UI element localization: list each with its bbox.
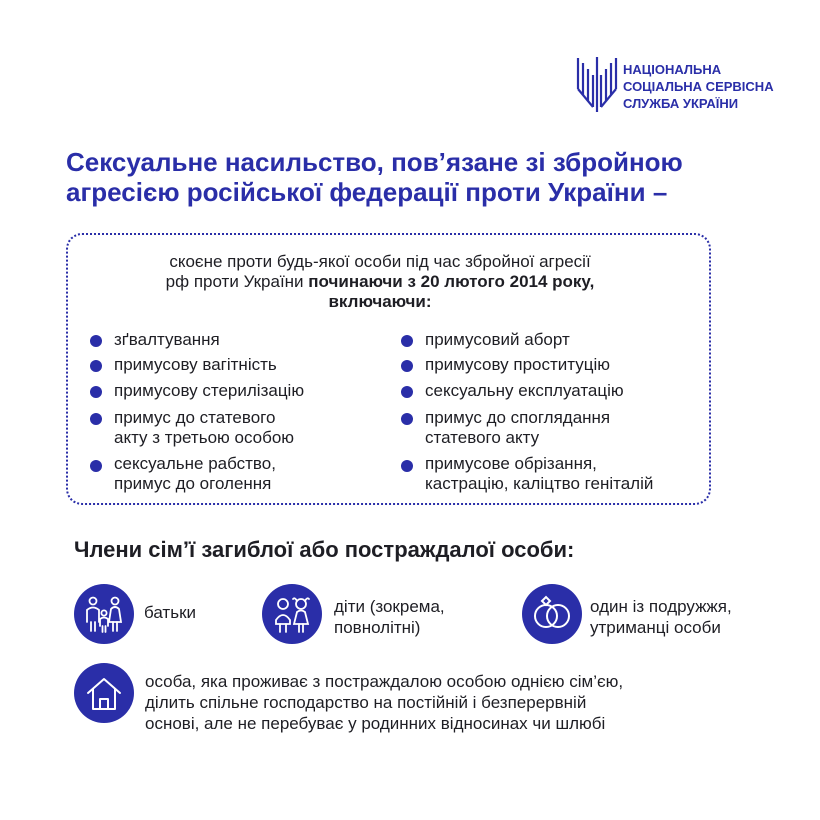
item-text: примусовий аборт: [425, 330, 570, 349]
item-text: зґвалтування: [114, 330, 220, 349]
item-text: примусову вагітність: [114, 355, 277, 374]
bullet-icon: [401, 386, 413, 398]
item-text: кастрацію, каліцтво геніталій: [425, 474, 654, 493]
cohabitant-text: [145, 671, 623, 734]
bullet-icon: [90, 360, 102, 372]
definition-line-2: [90, 272, 670, 292]
children-line-1: діти (зокрема,: [334, 597, 445, 616]
bullet-icon: [401, 360, 413, 372]
definition-date: починаючи з 20 лютого 2014 року,: [308, 272, 595, 291]
logo: [575, 55, 795, 115]
cohabitant-line-2: ділить спільне господарство на постійній і безперервній: [145, 693, 587, 712]
bullet-icon: [401, 460, 413, 472]
rings-icon: [522, 584, 582, 644]
title-line-2: агресією російської федерації проти України –: [66, 177, 668, 207]
spouse-line-2: утриманці особи: [590, 618, 721, 637]
bullet-icon: [90, 335, 102, 347]
family-title: Члени сім’ї загиблої або постраждалої особи:: [74, 537, 575, 562]
spouse-line-1: один із подружжя,: [590, 597, 732, 616]
parents-text: [144, 602, 196, 623]
bullet-icon: [90, 386, 102, 398]
logo-line-3: СЛУЖБА УКРАЇНИ: [623, 96, 739, 111]
item-text: сексуальне рабство,: [114, 454, 276, 473]
item-text: сексуальну експлуатацію: [425, 381, 624, 400]
logo-line-2: СОЦІАЛЬНА СЕРВІСНА: [623, 79, 774, 94]
item-text: примус до оголення: [114, 474, 272, 493]
spouse-text: [590, 596, 732, 638]
children-line-2: повнолітні): [334, 618, 421, 637]
trident-icon: [575, 55, 619, 115]
item-text: примус до статевого: [114, 408, 276, 427]
item-text: примус до споглядання: [425, 408, 611, 427]
bullet-icon: [401, 413, 413, 425]
definition-line-1: скоєне проти будь-якої особи під час збройної агресії: [169, 252, 591, 271]
bullet-icon: [90, 413, 102, 425]
cohabitant-line-3: основі, але не перебуває у родинних відносинах чи шлюбі: [145, 714, 606, 733]
parents-label: батьки: [144, 603, 197, 622]
cohabitant-line-1: особа, яка проживає з постраждалою особою однією сім’єю,: [145, 672, 624, 691]
children-text: [334, 596, 445, 638]
definition-line-3: [90, 292, 670, 312]
page-title: [66, 147, 766, 207]
definition-including: включаючи:: [328, 292, 432, 311]
item-text: статевого акту: [425, 428, 540, 447]
definition-text: [90, 252, 670, 312]
bullet-icon: [401, 335, 413, 347]
family-icon: [74, 584, 134, 644]
item-text: примусове обрізання,: [425, 454, 597, 473]
logo-text: [623, 61, 774, 112]
item-text: примусову стерилізацію: [114, 381, 305, 400]
item-text: примусову проституцію: [425, 355, 611, 374]
title-line-1: Сексуальне насильство, пов’язане зі збройною: [66, 147, 683, 177]
logo-line-1: НАЦІОНАЛЬНА: [623, 62, 722, 77]
children-icon: [262, 584, 322, 644]
house-icon: [74, 663, 134, 723]
item-text: акту з третьою особою: [114, 428, 295, 447]
definition-line-2-plain: рф проти України: [165, 272, 309, 291]
bullet-icon: [90, 460, 102, 472]
